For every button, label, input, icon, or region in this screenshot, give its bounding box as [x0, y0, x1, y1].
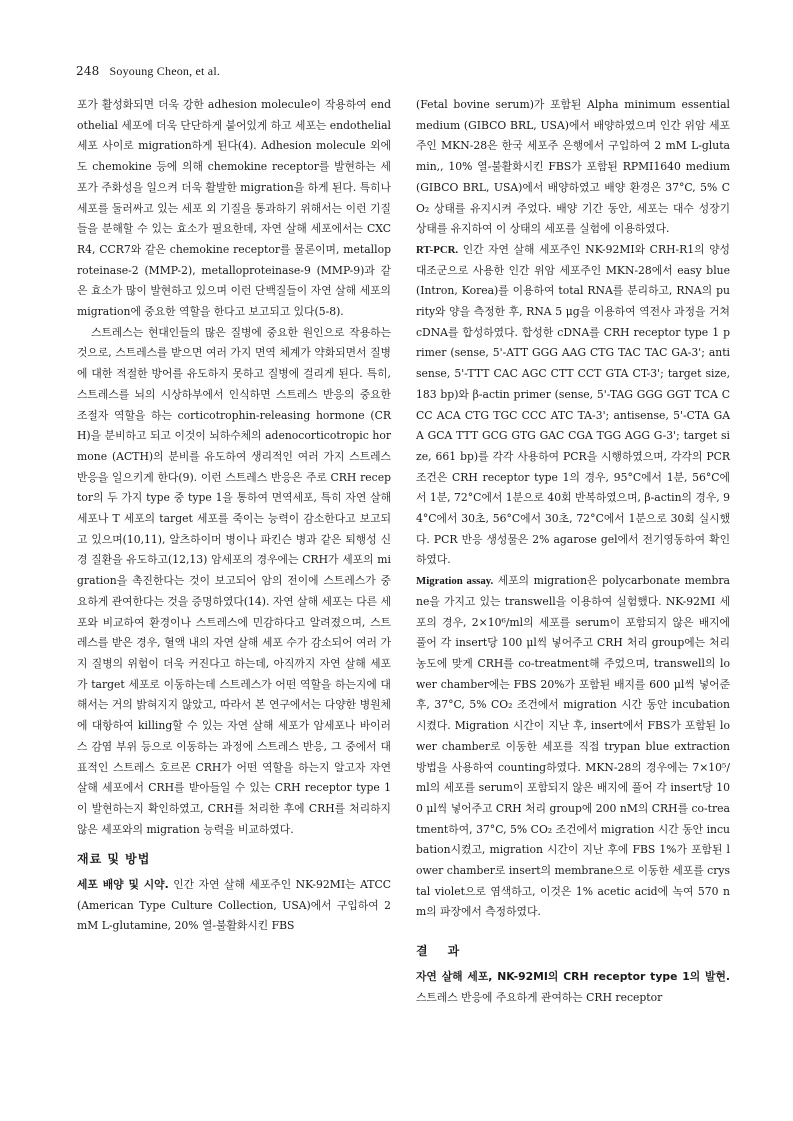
methods-paragraph-rtpcr — [416, 240, 730, 571]
running-authors: Soyoung Cheon, et al. — [109, 64, 221, 78]
subsection-head-cell-culture: 세포 배양 및 시약. — [77, 878, 169, 892]
page-number: 248 — [76, 64, 100, 78]
migration-text: 세포의 migration은 polycarbonate membrane을 가지고 있는 transwell을 이용하여 실험했다. NK-92MI 세포의 경우, 2×10⁶/ml의 세포를 serum이 포함되지 않은 배지에 풀어 각 insert당 100 μl씩 넣어주고 CRH 처리 group에는 처리 농도에 맞게 CRH를 co-treatment해 주었으며, transwell의 lower chamber에는 FBS 20%가 포함된 배지를 600 μl씩 넣어준 후, 37°C, 5% CO₂ 조건에서 migration 시간 동안 incubation시켰다. Migration 시간이 지난 후, insert에서 FBS가 포함된 lower chamber로 이동한 세포를 직접 trypan blue extraction 방법을 사용하여 counting하였다. MKN-28의 경우에는 7×10⁵/ml의 세포를 serum이 포함되지 않은 배지에 풀어 각 insert당 100 μl씩 넣어주고 CRH 처리 group에 200 nM의 CRH를 co-treatment하여, 37°C, 5% CO₂ 조건에서 migration 시간 동안 incubation시켰고, migration 시간이 지난 후에 FBS 1%가 포함된 lower chamber로 insert의 membrane으로 이동한 세포를 crystal violet으로 염색하고, 이것은 1% acetic acid에 녹여 570 nm의 파장에서 측정하였다. — [416, 574, 730, 919]
results-paragraph-1 — [416, 967, 730, 1008]
subsection-head-rtpcr: RT-PCR. — [416, 243, 459, 256]
section-title-results: 결과 — [416, 944, 480, 959]
intro-paragraph-2: 스트레스는 현대인들의 많은 질병에 중요한 원인으로 작용하는 것으로, 스트레스를 받으면 여러 가지 면역 체계가 약화되면서 질병에 대한 적절한 방어를 유도하지 못하고 질병에 걸리게 된다. 특히, 스트레스를 뇌의 시상하부에서 인식하면 스트레스 반응의 중요한 조절자 역할을 하는 corticotrophin-releasing hormone (CRH)을 분비하고 되고 이것이 뇌하수체의 adenocorticotropic hormone (ACTH)의 분비를 유도하여 생리적인 여러 가지 스트레스 반응을 일으키게 한다(9). 이런 스트레스 반응은 주로 CRH receptor의 두 가지 type 중 type 1을 통하여 면역세포, 특히 자연 살해 세포나 T 세포의 target 세포를 죽이는 능력이 감소한다고 보고되고 있으며(10,11), 알츠하이머 병이나 파킨슨 병과 같은 퇴행성 신경 질환을 유도하고(12,13) 암세포의 경우에는 CRH가 세포의 migration을 촉진한다는 것이 보고되어 암의 전이에 스트레스가 중요하게 관여한다는 것을 증명하였다(14). 자연 살해 세포는 다른 세포와 비교하여 환경이나 스트레스에 민감하다고 알려졌으며, 스트레스를 받은 경우, 혈액 내의 자연 살해 세포 수가 감소되어 여러 가지 질병의 위험이 더욱 커진다고 하는데, 아직까지 자연 살해 세포가 target 세포로 이동하는데 스트레스가 어떤 역할을 하는지에 대해서는 거의 밝혀지지 않았고, 따라서 본 연구에서는 다양한 병원체에 대항하여 killing할 수 있는 자연 살해 세포가 암세포나 바이러스 감염 부위 등으로 이동하는 과정에 스트레스 반응, 그 중에서 대표적인 스트레스 호르몬 CRH가 어떤 역할을 하는지 알고자 자연 살해 세포에서 CRH를 받아들일 수 있는 CRH receptor type 1이 발현하는지 확인하였고, CRH를 처리한 후에 CRH를 처리하지 않은 세포와의 migration 능력을 비교하였다. — [77, 325, 391, 836]
left-column — [77, 95, 391, 937]
intro-paragraph-1: 포가 활성화되면 더욱 강한 adhesion molecule이 작용하여 endothelial 세포에 더욱 단단하게 붙어있게 하고 세포는 endothelial 세포 사이로 migration하게 된다(4). Adhesion molecule 외에도 chemokine 등에 의해 chemokine receptor를 발현하는 세포가 주화성을 일으켜 더욱 활발한 migration을 하게 된다. 특히나 세포를 둘러싸고 있는 세포 외 기질을 통과하기 위해서는 이런 기질들을 분해할 수 있는 효소가 필요한데, 자연 살해 세포에서는 CXCR4, CCR7와 같은 chemokine receptor를 물론이며, metalloproteinase-2 (MMP-2), metalloproteinase-9 (MMP-9)과 같은 효소가 많이 발현하고 있으며 이런 단백질들이 자연 살해 세포의 migration에 중요한 역할을 한다고 보고되고 있다(5-8). — [77, 98, 391, 319]
methods-paragraph-cell-culture — [77, 875, 391, 937]
rtpcr-text: 인간 자연 살해 세포주인 NK-92MI와 CRH-R1의 양성 대조군으로 사용한 인간 위암 세포주인 MKN-28에서 easy blue (Intron, Korea)를 이용하여 total RNA를 분리하고, RNA의 purity와 양을 측정한 후, RNA 5 μg을 이용하여 역전사 과정을 거쳐 cDNA를 합성하였다. 합성한 cDNA를 CRH receptor type 1 primer (sense, 5'-ATT GGG AAG CTG TAC TAC GA-3'; antisense, 5'-TTT CAC AGC CTT CCT GTA CT-3'; target size, 183 bp)와 β-actin primer (sense, 5'-TAG GGG GGT TCA CCC ACA CTG TGC CCC ATC TA-3'; antisense, 5'-CTA GAA GCA TTT GCG GTG GAC CGA TGG AGG G-3'; target size, 661 bp)를 각각 사용하여 PCR을 시행하였으며, 각각의 PCR 조건은 CRH receptor type 1의 경우, 95°C에서 1분, 56°C에서 1분, 72°C에서 1분으로 40회 반복하였으며, β-actin의 경우, 94°C에서 30초, 56°C에서 30초, 72°C에서 1분으로 30회 실시했다. PCR 반응 생성물은 2% agarose gel에서 전기영동하여 확인하였다. — [416, 242, 730, 567]
subsection-head-migration: Migration assay. — [416, 575, 494, 588]
results-text: 스트레스 반응에 주요하게 관여하는 CRH receptor — [416, 990, 663, 1004]
right-column — [416, 95, 730, 1008]
cell-culture-text: 인간 자연 살해 세포주인 NK-92MI는 ATCC (American Type Culture Collection, USA)에서 구입하여 2 mM L-glutamine, 20% 열-불활화시킨 FBS — [77, 878, 392, 933]
running-header — [76, 64, 220, 79]
methods-paragraph-migration — [416, 571, 730, 923]
methods-paragraph-culture-cont: (Fetal bovine serum)가 포함된 Alpha minimum essential medium (GIBCO BRL, USA)에서 배양하였으며 인간 위암 세포주인 MKN-28은 한국 세포주 은행에서 구입하여 2 mM L-glutamin,, 10% 열-불활화시킨 FBS가 포함된 RPMI1640 medium (GIBCO BRL, USA)에서 배양하였고 배양 환경은 37°C, 5% CO₂ 상태를 유지시켜 주었다. 배양 기간 동안, 세포는 대수 성장기 상태를 유지하여 이 상태의 세포를 실험에 이용하였다. — [416, 98, 730, 236]
subsection-head-crh-receptor: 자연 살해 세포, NK-92MI의 CRH receptor type 1의 발현. — [416, 969, 730, 983]
section-title-methods: 재료 및 방법 — [77, 852, 151, 867]
